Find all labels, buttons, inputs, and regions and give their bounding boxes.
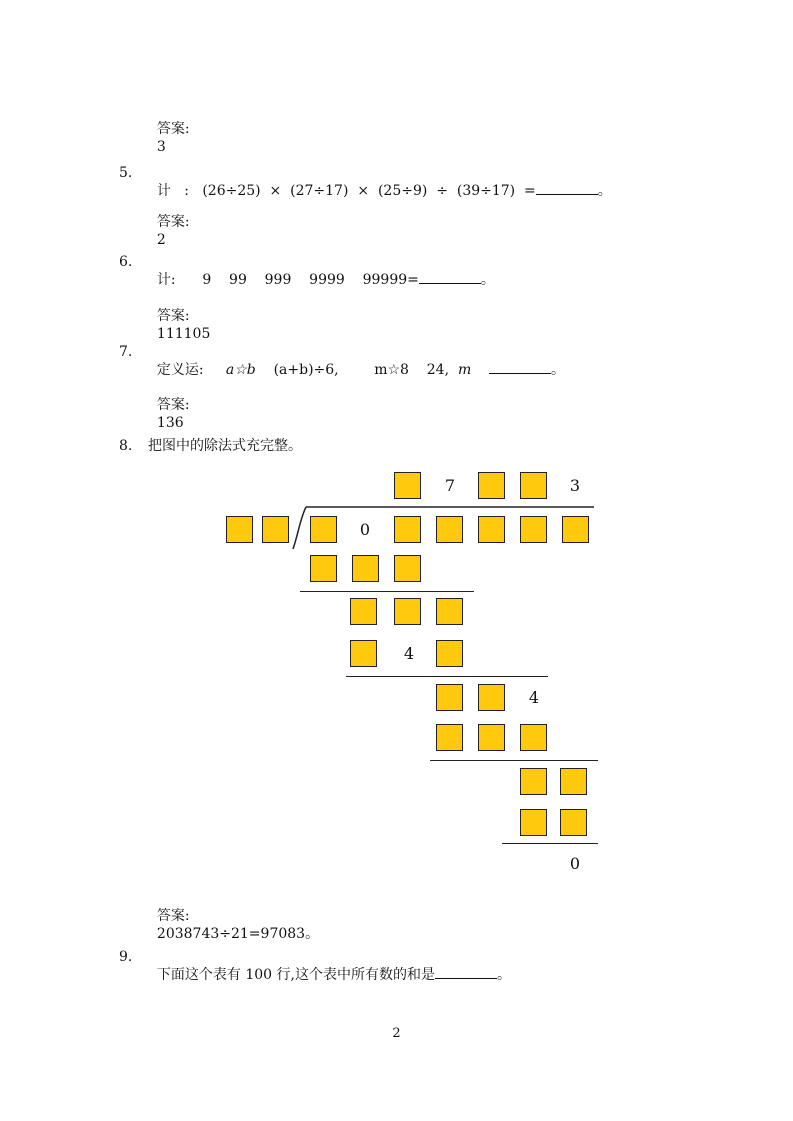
quotient-digit: 3 — [569, 476, 581, 495]
q7-label: 定义运: — [156, 362, 204, 378]
final-remainder-digit: 0 — [569, 854, 581, 873]
remainder-box — [478, 684, 505, 711]
answer-value: 111105 — [156, 326, 211, 342]
quotient-digit: 7 — [444, 476, 456, 495]
subtraction-line — [300, 591, 474, 592]
answer-value: 2 — [156, 232, 166, 248]
divisor-box — [226, 516, 253, 543]
quotient-box — [478, 472, 505, 499]
q4-answer — [148, 102, 190, 156]
q9-text — [148, 948, 511, 984]
q5-end: 。 — [597, 183, 612, 199]
q5-answer — [148, 195, 190, 249]
q5-text — [148, 164, 612, 200]
quotient-box — [520, 472, 547, 499]
product-box — [520, 724, 547, 751]
q9-end: 。 — [496, 967, 511, 983]
product-box — [478, 724, 505, 751]
dividend-box — [520, 516, 547, 543]
product-box — [310, 555, 337, 582]
quotient-box — [394, 472, 421, 499]
subtraction-line — [502, 843, 598, 844]
divisor-box — [262, 516, 289, 543]
q9-number: 9. — [119, 949, 133, 965]
q6-text — [148, 253, 495, 289]
dividend-box — [478, 516, 505, 543]
answer-blank — [419, 271, 481, 284]
product-box — [352, 555, 379, 582]
dividend-box — [436, 516, 463, 543]
dividend-box — [394, 516, 421, 543]
product-box — [436, 640, 463, 667]
answer-value: 3 — [156, 139, 166, 155]
product-digit: 4 — [403, 644, 415, 663]
answer-label: 答案: — [156, 214, 190, 230]
answer-blank — [489, 361, 551, 374]
q6-expression: 计: 9 99 999 9999 99999= — [156, 272, 419, 288]
q6-answer — [148, 289, 210, 343]
q9-question: 下面这个表有 100 行,这个表中所有数的和是 — [156, 967, 435, 983]
answer-blank — [435, 966, 497, 979]
remainder-digit: 4 — [528, 688, 540, 707]
q6-number: 6. — [119, 254, 133, 270]
q5-expression: 计 : (26÷25) × (27÷17) × (25÷9) ÷ (39÷17) = — [156, 183, 536, 199]
dividend-box — [310, 516, 337, 543]
remainder-box — [394, 598, 421, 625]
remainder-box — [520, 768, 547, 795]
answer-label: 答案: — [156, 121, 190, 137]
q7-answer — [148, 378, 190, 432]
q8-number: 8. — [119, 438, 133, 454]
answer-value: 2038743÷21=97083。 — [156, 926, 320, 942]
remainder-box — [350, 598, 377, 625]
dividend-box — [562, 516, 589, 543]
answer-value: 136 — [156, 415, 184, 431]
subtraction-line — [346, 676, 548, 677]
product-box — [520, 809, 547, 836]
subtraction-line — [430, 760, 598, 761]
q8-text: 把图中的除法式充完整。 — [148, 438, 302, 454]
q5-number: 5. — [119, 165, 133, 181]
product-box — [436, 724, 463, 751]
q7-expr-m: m — [457, 362, 472, 378]
q7-text — [148, 343, 565, 379]
q7-end: 。 — [551, 362, 566, 378]
page-number: 2 — [392, 1026, 401, 1041]
product-box — [350, 640, 377, 667]
answer-label: 答案: — [156, 908, 190, 924]
q7-expr-a: a☆b — [225, 362, 256, 378]
q7-expr-b: (a+b)÷6, — [273, 362, 339, 378]
q8-answer — [148, 889, 319, 943]
product-box — [560, 809, 587, 836]
q7-number: 7. — [119, 344, 133, 360]
answer-label: 答案: — [156, 308, 190, 324]
q7-expr-c: m☆8 24, — [374, 362, 450, 378]
answer-blank — [536, 182, 598, 195]
q6-end: 。 — [480, 272, 495, 288]
remainder-box — [436, 598, 463, 625]
dividend-digit: 0 — [359, 520, 371, 539]
answer-label: 答案: — [156, 397, 190, 413]
product-box — [394, 555, 421, 582]
remainder-box — [436, 684, 463, 711]
remainder-box — [560, 768, 587, 795]
